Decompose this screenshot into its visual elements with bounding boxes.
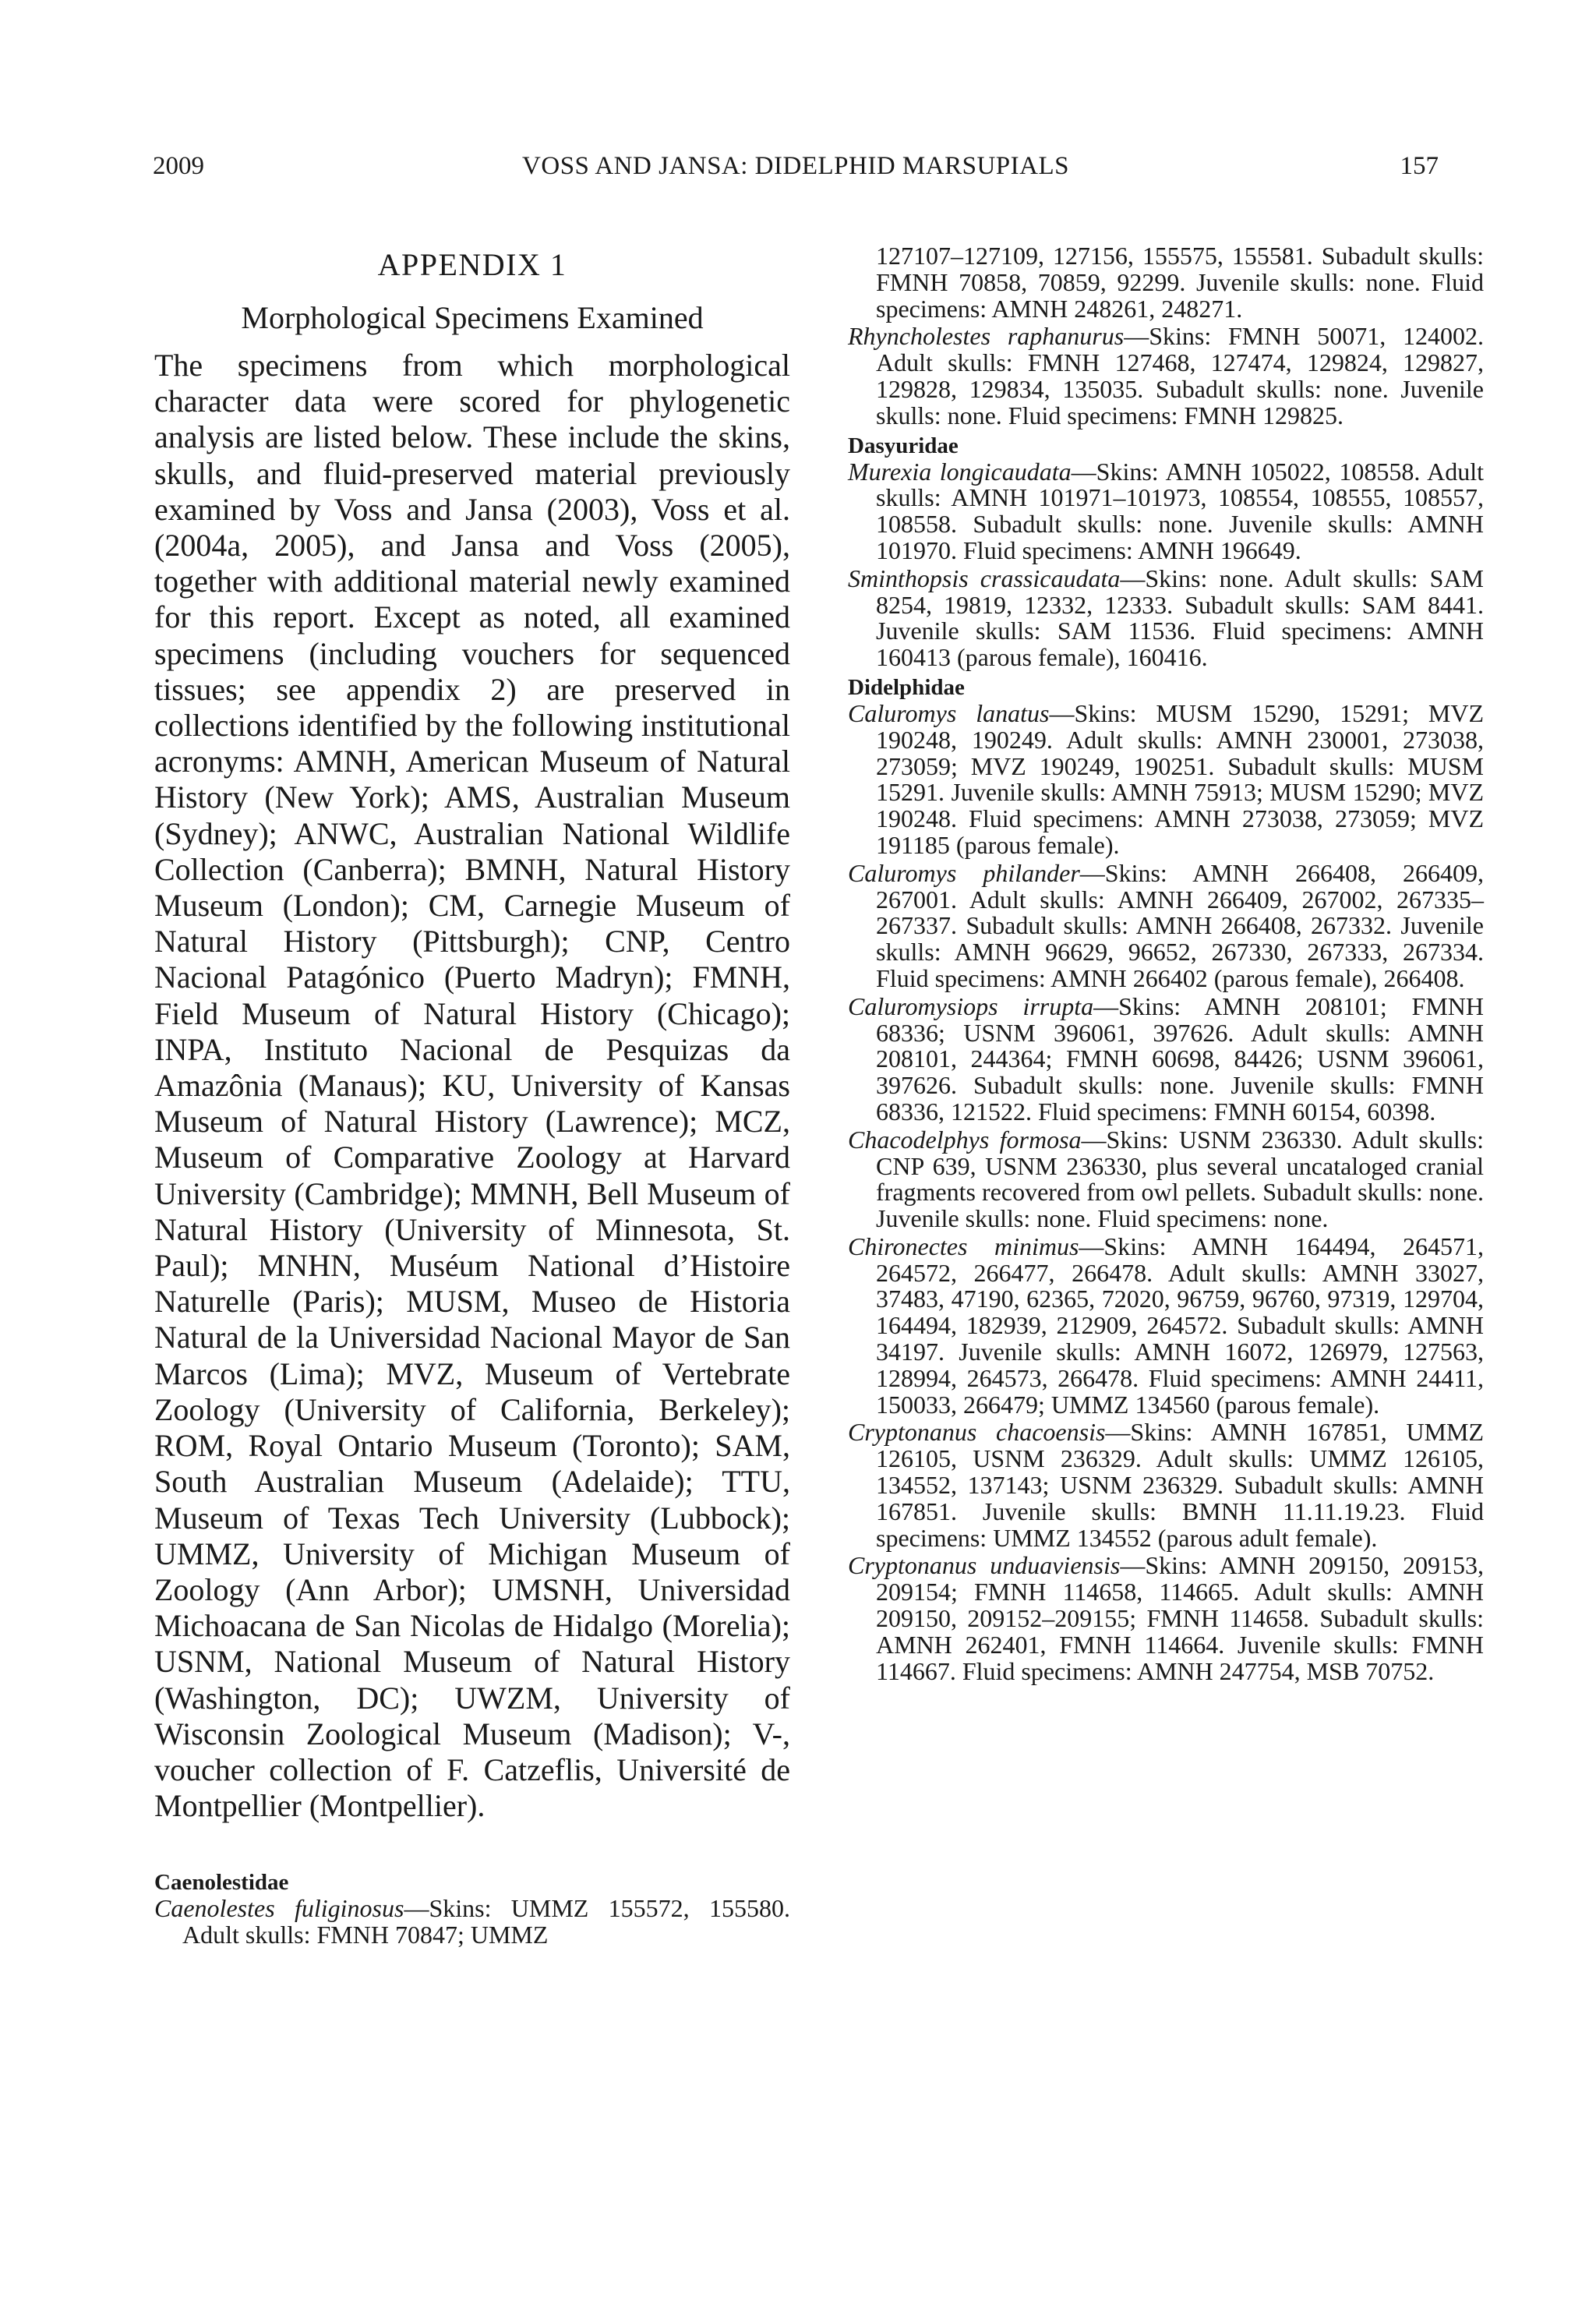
header-title: VOSS AND JANSA: DIDELPHID MARSUPIALS xyxy=(522,152,1069,180)
taxon-name: Chacodelphys formosa xyxy=(848,1125,1082,1154)
entry-text: —Skins: AMNH 266408, 266409, 267001. Adult skulls: AMNH 266409, 267002, 267335–267337. Subadult skulls: AMNH 266408, 267332. Juvenile skulls: AMNH 96629, 96652, 267330, 267333, 267334. Fluid specimens: AMNH 266402 (parous female), 266408. xyxy=(876,858,1484,992)
family-heading-caenolestidae: Caenolestidae xyxy=(154,1870,289,1896)
entry-text: —Skins: UMMZ 155572, 155580. Adult skulls: FMNH 70847; UMMZ xyxy=(182,1894,791,1949)
taxon-name: Sminthopsis crassicaudata xyxy=(848,564,1121,592)
right-column xyxy=(848,243,1484,1686)
entry-text: —Skins: AMNH 164494, 264571, 264572, 266477, 266478. Adult skulls: AMNH 33027, 37483, 47190, 62365, 72020, 96759, 96760, 97319, 129704, 164494, 182939, 212909, 264572. Subadult skulls: AMNH 34197. Juvenile skulls: AMNH 16072, 126979, 127563, 128994, 264573, 266478. Fluid specimens: AMNH 24411, 150033, 266479; UMMZ 134560 (parous female). xyxy=(876,1232,1485,1419)
continued-entry-text: 127107–127109, 127156, 155575, 155581. Subadult skulls: FMNH 70858, 70859, 92299. Juvenile skulls: none. Fluid specimens: AMNH 248261, 248271. xyxy=(876,242,1484,323)
entry-text: —Skins: none. Adult skulls: SAM 8254, 19819, 12332, 12333. Subadult skulls: SAM 8441. Juvenile skulls: SAM 11536. Fluid specimens: AMNH 160413 (parous female), 160416. xyxy=(876,564,1484,672)
entry-text: —Skins: AMNH 208101; FMNH 68336; USNM 396061, 397626. Adult skulls: AMNH 208101, 244364; FMNH 60698, 84426; USNM 396061, 397626. Subadult skulls: none. Juvenile skulls: FMNH 68336, 121522. Fluid specimens: FMNH 60154, 60398. xyxy=(876,991,1485,1126)
entry-text: —Skins: AMNH 167851, UMMZ 126105, USNM 236329. Adult skulls: UMMZ 126105, 134552, 137143; USNM 236329. Subadult skulls: AMNH 167851. Juvenile skulls: BMNH 11.11.19.23. Fluid specimens: UMMZ 134552 (parous adult female). xyxy=(876,1418,1485,1552)
entry-text: —Skins: MUSM 15290, 15291; MVZ 190248, 190249. Adult skulls: AMNH 230001, 273038, 273059; MVZ 190249, 190251. Subadult skulls: MUSM 15291. Juvenile skulls: AMNH 75913; MUSM 15290; MVZ 190248. Fluid specimens: AMNH 273038, 273059; MVZ 191185 (parous female). xyxy=(876,698,1485,859)
entry-text: —Skins: FMNH 50071, 124002. Adult skulls: FMNH 127468, 127474, 129824, 129827, 129828, 129834, 135035. Subadult skulls: none. Juvenile skulls: none. Fluid specimens: FMNH 129825. xyxy=(876,322,1485,429)
intro-paragraph: The specimens from which morphological character data were scored for phylogenetic analysis are listed below. These include the skins, skulls, and fluid-preserved material previously examined by Voss and Jansa (2003), Voss et al. (2004a, 2005), and Jansa and Voss (2005), together with additional material newly examined for this report. Except as noted, all examined specimens (including vouchers for sequenced tissues; see appendix 2) are preserved in collections identified by the following institutional acronyms: AMNH, American Museum of Natural History (New York); AMS, Australian Museum (Sydney); ANWC, Australian National Wildlife Collection (Canberra); BMNH, Natural History Museum (London); CM, Carnegie Museum of Natural History (Pittsburgh); CNP, Centro Nacional Patagónico (Puerto Madryn); FMNH, Field Museum of Natural History (Chicago); INPA, Instituto Nacional de Pesquizas da Amazônia (Manaus); KU, University of Kansas Museum of Natural History (Lawrence); MCZ, Museum of Comparative Zoology at Harvard University (Cambridge); MMNH, Bell Museum of Natural History (University of Minnesota, St. Paul); MNHN, Muséum National d’Histoire Naturelle (Paris); MUSM, Museo de Historia Natural de la Universidad Nacional Mayor de San Marcos (Lima); MVZ, Museum of Vertebrate Zoology (University of California, Berkeley); ROM, Royal Ontario Museum (Toronto); SAM, South Australian Museum (Adelaide); TTU, Museum of Texas Tech University (Lubbock); UMMZ, University of Michigan Museum of Zoology (Ann Arbor); UMSNH, Universidad Michoacana de San Nicolas de Hidalgo (Morelia); USNM, National Museum of Natural History (Washington, DC); UWZM, University of Wisconsin Zoological Museum (Madison); V-, voucher collection of F. Catzeflis, Université de Montpellier (Montpellier). xyxy=(154,348,790,1824)
family-heading-dasyuridae: Dasyuridae xyxy=(848,433,959,458)
taxon-name: Caluromys philander xyxy=(848,858,1080,887)
appendix-subtitle: Morphological Specimens Examined xyxy=(241,300,704,335)
taxon-name: Murexia longicaudata xyxy=(848,457,1072,486)
specimen-entry xyxy=(848,858,1484,992)
specimen-entry xyxy=(848,1127,1484,1232)
taxon-name: Cryptonanus unduaviensis xyxy=(848,1551,1121,1580)
specimen-entry xyxy=(848,1419,1484,1551)
specimen-entry xyxy=(848,698,1485,859)
specimen-entry xyxy=(848,991,1485,1126)
left-column xyxy=(154,243,790,1950)
page-number: 157 xyxy=(1400,152,1439,180)
header-year: 2009 xyxy=(153,152,204,180)
family-heading-didelphidae: Didelphidae xyxy=(848,674,965,700)
entry-text: —Skins: AMNH 209150, 209153, 209154; FMNH 114658, 114665. Adult skulls: AMNH 209150, 209152–209155; FMNH 114658. Subadult skulls: AMNH 262401, FMNH 114664. Juvenile skulls: FMNH 114667. Fluid specimens: AMNH 247754, MSB 70752. xyxy=(876,1551,1485,1685)
running-head xyxy=(153,147,1439,186)
taxon-name: Chironectes minimus xyxy=(848,1232,1079,1260)
entry-text: —Skins: AMNH 105022, 108558. Adult skulls: AMNH 101971–101973, 108554, 108555, 108557, 108558. Subadult skulls: none. Juvenile skulls: AMNH 101970. Fluid specimens: AMNH 196649. xyxy=(876,457,1484,564)
specimen-entry xyxy=(848,1234,1484,1419)
specimen-entry xyxy=(848,323,1484,429)
taxon-name: Caluromys lanatus xyxy=(848,698,1050,727)
taxon-name: Caluromysiops irrupta xyxy=(848,991,1094,1020)
entry-text: —Skins: USNM 236330. Adult skulls: CNP 639, USNM 236330, plus several uncataloged cranial fragments recovered from owl pellets. Subadult skulls: none. Juvenile skulls: none. Fluid specimens: none. xyxy=(876,1125,1485,1233)
specimen-entry xyxy=(848,1553,1484,1684)
taxon-name: Cryptonanus chacoensis xyxy=(848,1418,1106,1447)
specimen-entry xyxy=(848,459,1484,564)
taxon-name: Rhyncholestes raphanurus xyxy=(848,322,1125,351)
appendix-title: APPENDIX 1 xyxy=(377,247,567,282)
specimen-entry xyxy=(848,566,1484,671)
specimen-entry xyxy=(154,1896,790,1949)
taxon-name: Caenolestes fuliginosus xyxy=(154,1894,404,1923)
